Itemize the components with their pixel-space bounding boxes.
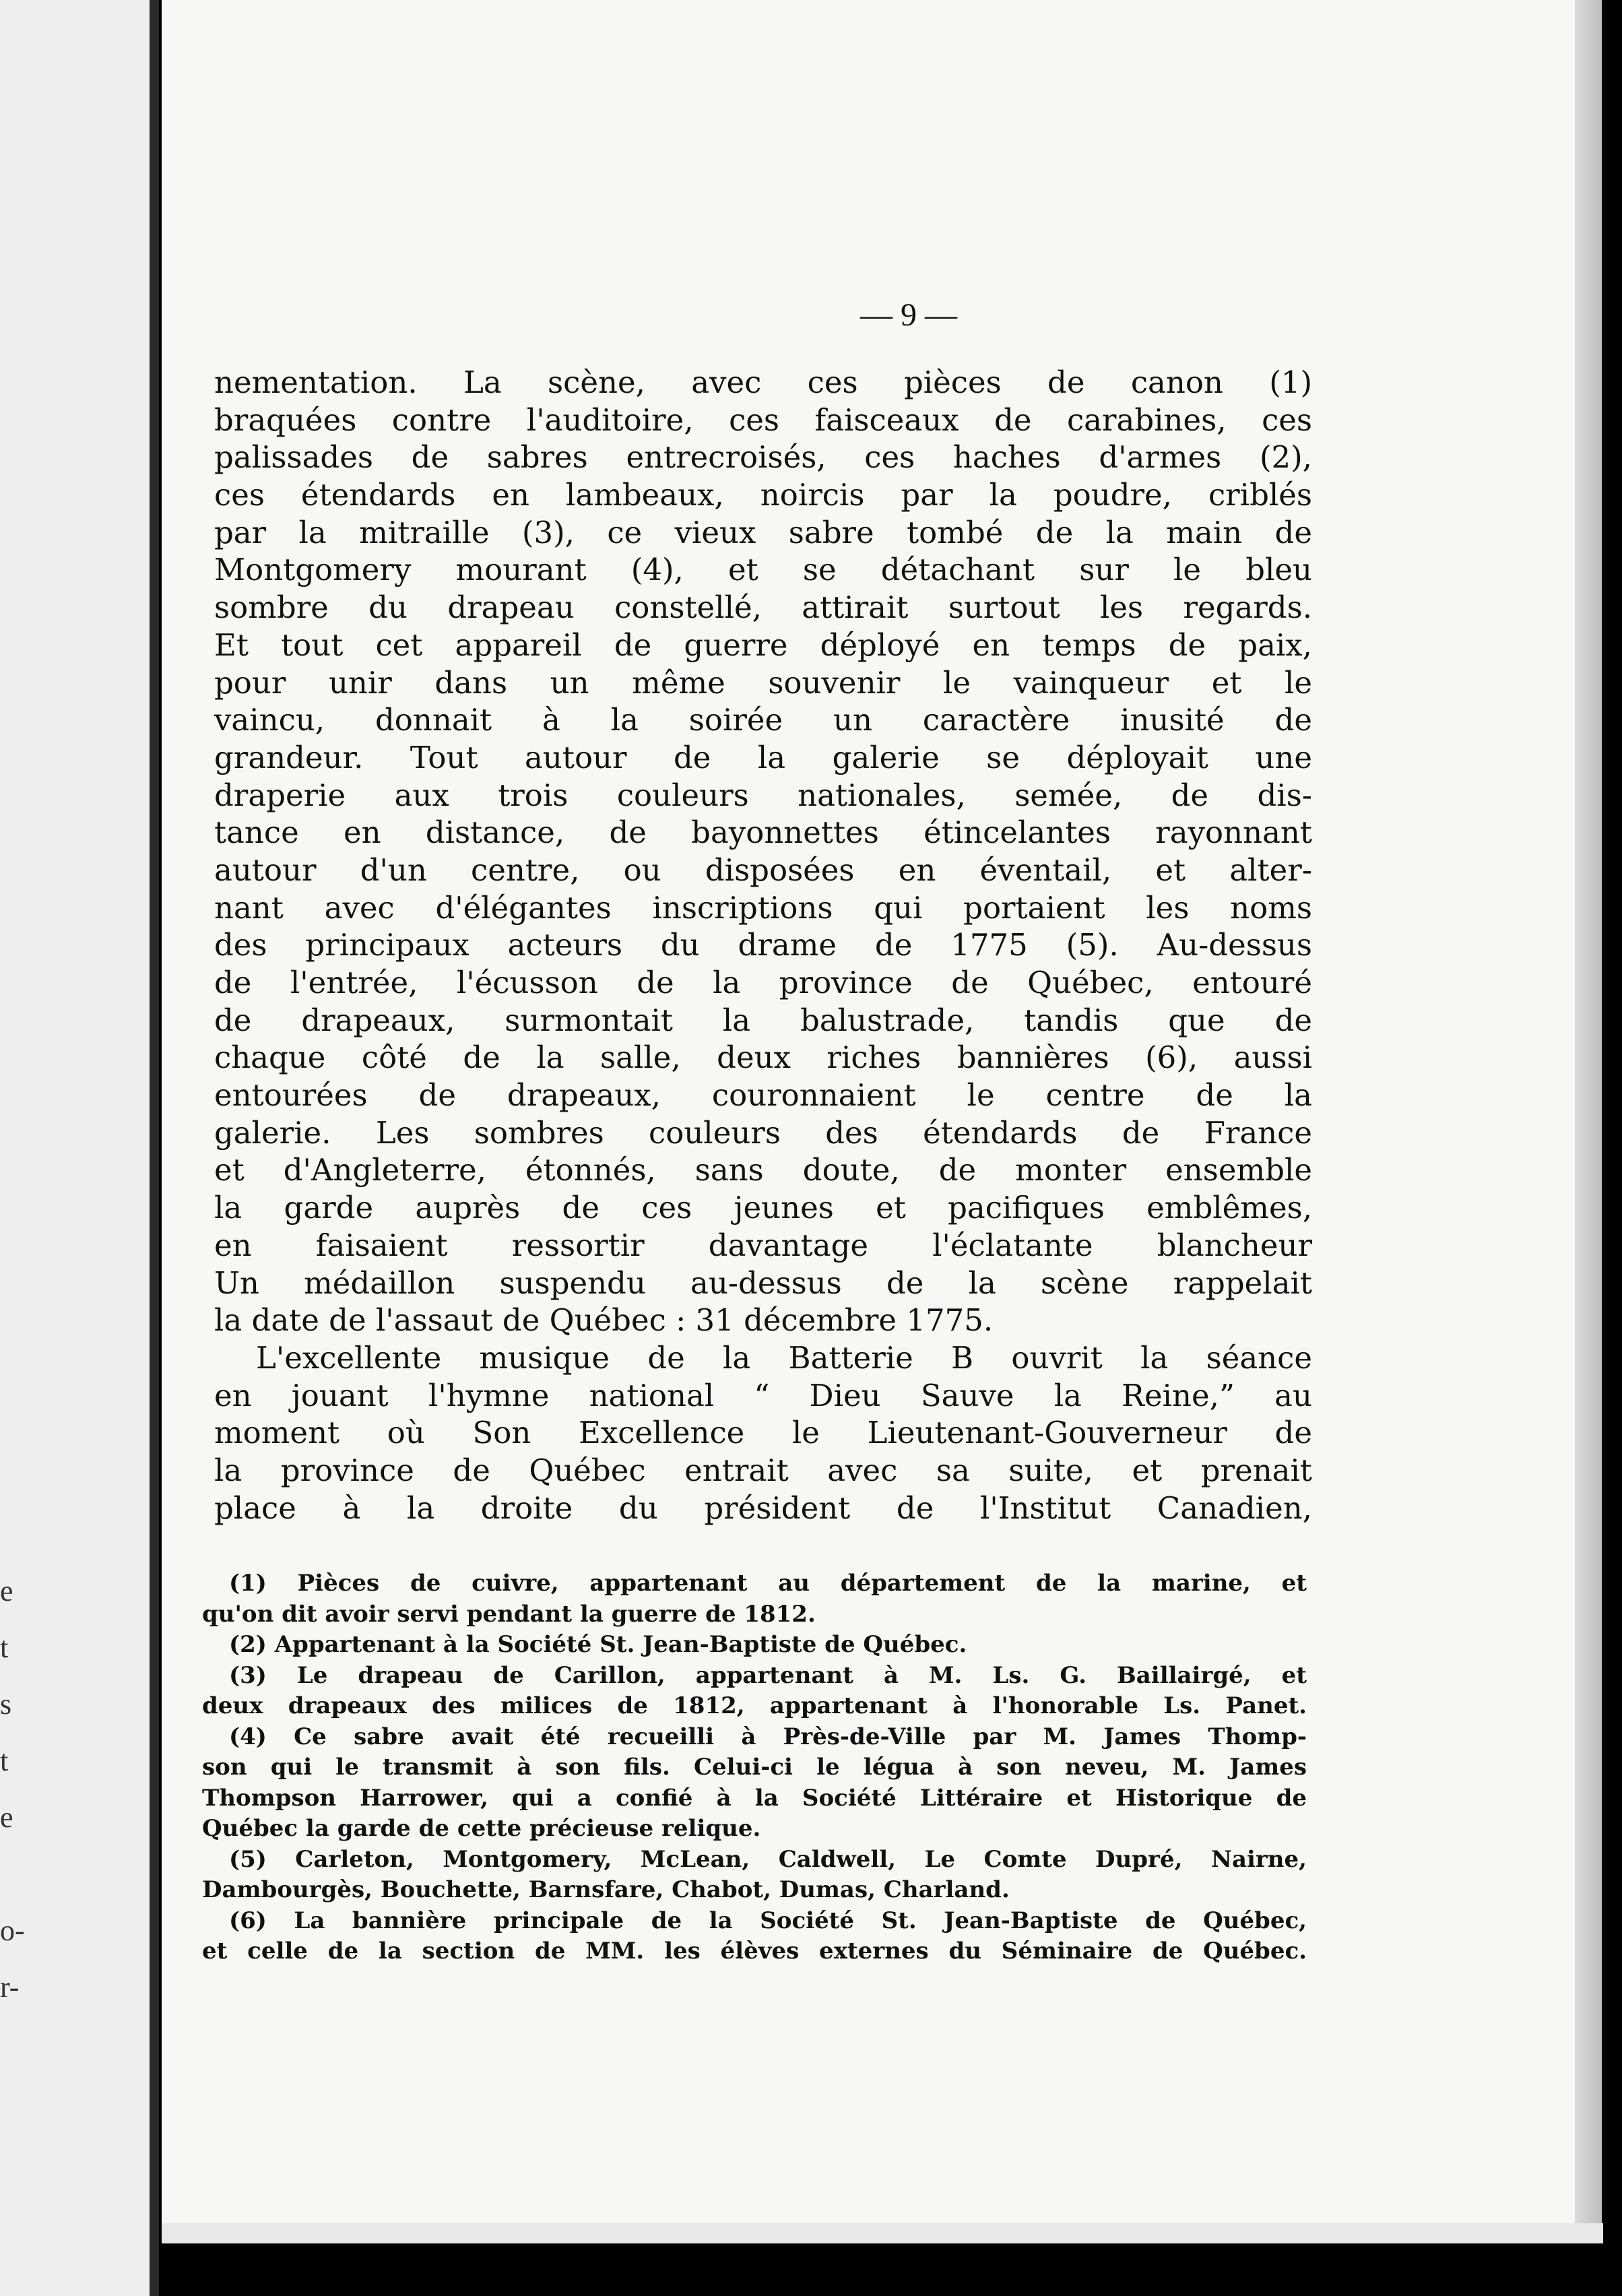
footnote-line: (1) Pièces de cuivre, appartenant au département de la marine, et (229, 1570, 1307, 1597)
left-page-text-fragments (0, 1563, 27, 2016)
text-line: la garde auprès de ces jeunes et pacifiques emblêmes, (214, 1190, 1312, 1226)
text-line: nant avec d'élégantes inscriptions qui portaient les noms (214, 889, 1312, 926)
text-line: et d'Angleterre, étonnés, sans doute, de monter ensemble (214, 1152, 1312, 1188)
text-line: vaincu, donnait à la soirée un caractère inusité de (214, 702, 1312, 738)
footnote-line: (6) La bannière principale de la Société St. Jean-Baptiste de Québec, (229, 1907, 1307, 1934)
left-page-fragment (0, 1846, 27, 1903)
text-line: L'excellente musique de la Batterie B ouvrit la séance (256, 1339, 1312, 1376)
footnote-line: (5) Carleton, Montgomery, McLean, Caldwell, Le Comte Dupré, Nairne, (229, 1845, 1307, 1873)
text-line: tance en distance, de bayonnettes étincelantes rayonnant (214, 815, 1312, 851)
text-line: en faisaient ressortir davantage l'éclatante blancheur (214, 1227, 1312, 1263)
footnote-line: qu'on dit avoir servi pendant la guerre de 1812. (202, 1600, 816, 1628)
left-page-fragment: r- (0, 1971, 20, 2004)
footnote-line: et celle de la section de MM. les élèves externes du Séminaire de Québec. (202, 1938, 1307, 1965)
footnote-line: (3) Le drapeau de Carillon, appartenant à M. Ls. G. Baillairgé, et (229, 1661, 1307, 1689)
text-line: la province de Québec entrait avec sa suite, et prenait (214, 1452, 1312, 1488)
footnote-line: son qui le transmit à son fils. Celui-ci le légua à son neveu, M. James (202, 1754, 1307, 1781)
text-line: ces étendards en lambeaux, noircis par la poudre, criblés (214, 477, 1312, 513)
text-line: Montgomery mourant (4), et se détachant sur le bleu (214, 552, 1312, 588)
footnote-line: (2) Appartenant à la Société St. Jean-Baptiste de Québec. (229, 1631, 967, 1658)
text-line: grandeur. Tout autour de la galerie se déployait une (214, 739, 1312, 775)
left-page-margin (0, 0, 150, 2296)
text-line: Un médaillon suspendu au-dessus de la scène rappelait (214, 1265, 1312, 1301)
footnote-line: deux drapeaux des milices de 1812, appartenant à l'honorable Ls. Panet. (202, 1692, 1307, 1719)
footnote-line: (4) Ce sabre avait été recueilli à Près-de-Ville par M. James Thomp- (229, 1723, 1307, 1750)
text-line: entourées de drapeaux, couronnaient le centre de la (214, 1077, 1312, 1114)
footnote-line: Dambourgès, Bouchette, Barnsfare, Chabot, Dumas, Charland. (202, 1876, 1010, 1903)
text-line: sombre du drapeau constellé, attirait surtout les regards. (214, 589, 1312, 626)
page-edge (1575, 0, 1602, 2243)
footnote-line: Québec la garde de cette précieuse relique. (202, 1815, 761, 1842)
text-line: galerie. Les sombres couleurs des étendards de France (214, 1114, 1312, 1151)
text-line: nementation. La scène, avec ces pièces de canon (1) (214, 364, 1312, 400)
left-page-fragment: t (0, 1631, 9, 1664)
text-line: Et tout cet appareil de guerre déployé en temps de paix, (214, 627, 1312, 663)
page-number: — 9 — (860, 297, 957, 333)
text-line: autour d'un centre, ou disposées en éventail, et alter- (214, 852, 1312, 888)
text-line: palissades de sabres entrecroisés, ces haches d'armes (2), (214, 439, 1312, 476)
text-line: chaque côté de la salle, deux riches bannières (6), aussi (214, 1040, 1312, 1076)
left-page-fragment: s (0, 1688, 12, 1721)
body-text (214, 364, 1312, 1527)
text-line: des principaux acteurs du drame de 1775 (5). Au-dessus (214, 927, 1312, 963)
text-line: en jouant l'hymne national “ Dieu Sauve la Reine,” au (214, 1377, 1312, 1413)
text-line: la date de l'assaut de Québec : 31 décembre 1775. (214, 1302, 994, 1339)
text-line: place à la droite du président de l'Institut Canadien, (214, 1490, 1312, 1526)
text-line: pour unir dans un même souvenir le vainqueur et le (214, 664, 1312, 701)
text-line: draperie aux trois couleurs nationales, semée, de dis- (214, 777, 1312, 813)
text-line: de l'entrée, l'écusson de la province de Québec, entouré (214, 965, 1312, 1000)
left-page-fragment: e (0, 1574, 13, 1607)
text-line: braquées contre l'auditoire, ces faisceaux de carabines, ces (214, 402, 1312, 438)
footnote-line: Thompson Harrower, qui a confié à la Société Littéraire et Historique de (202, 1784, 1307, 1812)
footnotes (202, 1568, 1307, 1967)
left-page-fragment: e (0, 1801, 13, 1834)
page-bottom-edge (162, 2223, 1603, 2243)
left-page-fragment: t (0, 1744, 9, 1777)
text-line: de drapeaux, surmontait la balustrade, tandis que de (214, 1002, 1312, 1038)
left-page-fragment: o- (0, 1914, 25, 1947)
text-line: moment où Son Excellence le Lieutenant-Gouverneur de (214, 1415, 1312, 1451)
text-line: par la mitraille (3), ce vieux sabre tombé de la main de (214, 514, 1312, 550)
binding-shadow (150, 0, 159, 2296)
